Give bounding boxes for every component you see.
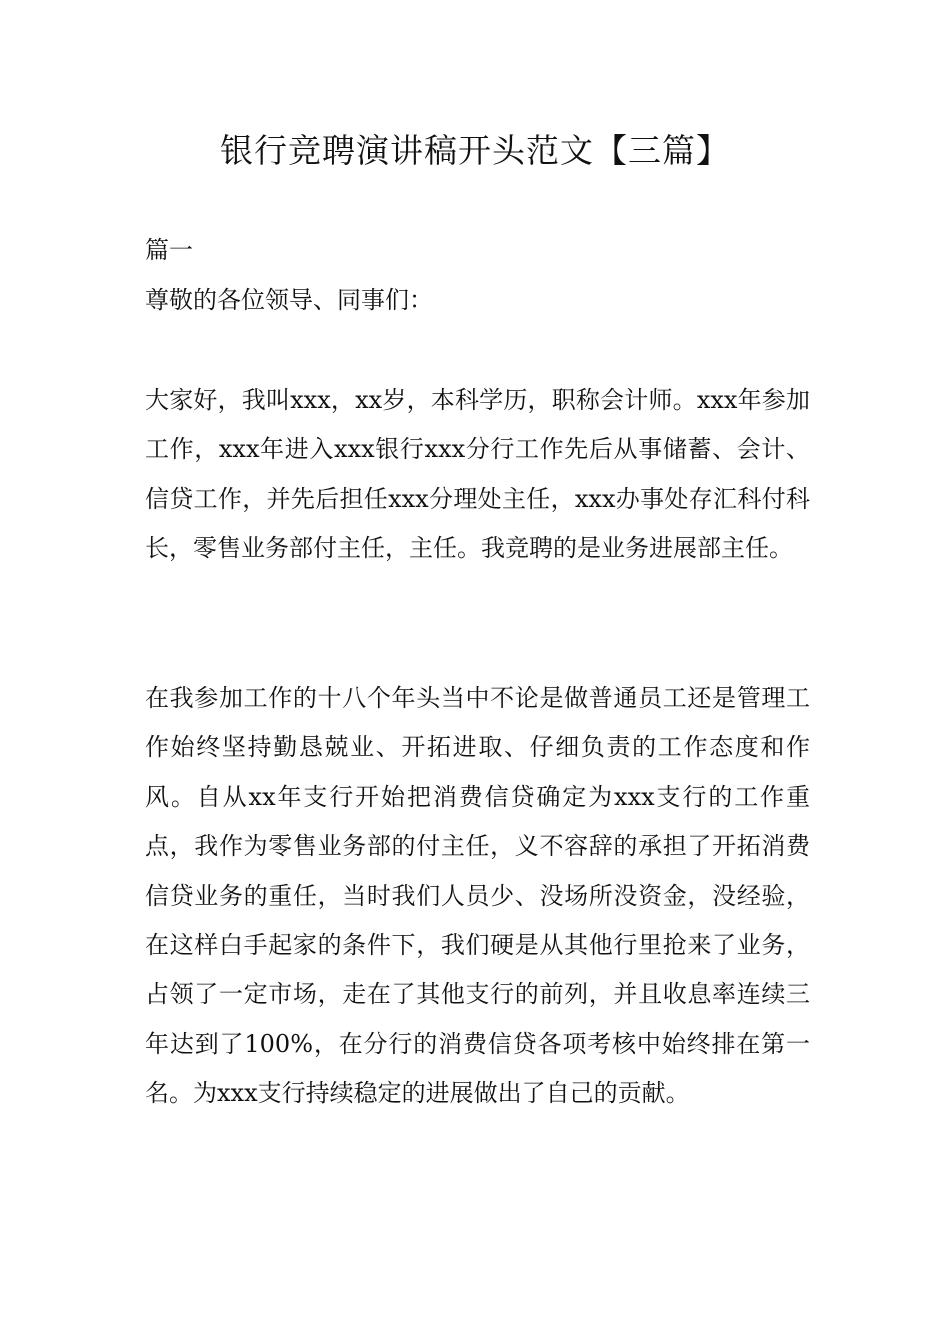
- document-title: 银行竞聘演讲稿开头范文【三篇】: [220, 131, 730, 170]
- salutation: 尊敬的各位领导、同事们：: [145, 286, 433, 314]
- paragraph-experience: 在我参加工作的十八个年头当中不论是做普通员工还是管理工作始终坚持勤恳兢业、开拓进取、仔细负责的工作态度和作风。自从xx年支行开始把消费信贷确定为xxx支行的工作重点，我作为零售业务部的付主任，义不容辞的承担了开拓消费信贷业务的重任，当时我们人员少、没场所没资金，没经验，在这样白手起家的条件下，我们硬是从其他行里抢来了业务，占领了一定市场，走在了其他支行的前列，并且收息率连续三年达到了100%，在分行的消费信贷各项考核中始终排在第一名。为xxx支行持续稳定的进展做出了自己的贡献。: [145, 684, 810, 1108]
- paragraph-intro: 大家好，我叫xxx，xx岁，本科学历，职称会计师。xxx年参加工作，xxx年进入xxx银行xxx分行工作先后从事储蓄、会计、信贷工作，并先后担任xxx分理处主任，xxx办事处存汇科付科长，零售业务部付主任，主任。我竞聘的是业务进展部主任。: [145, 386, 810, 562]
- section-label: 篇一: [145, 236, 193, 264]
